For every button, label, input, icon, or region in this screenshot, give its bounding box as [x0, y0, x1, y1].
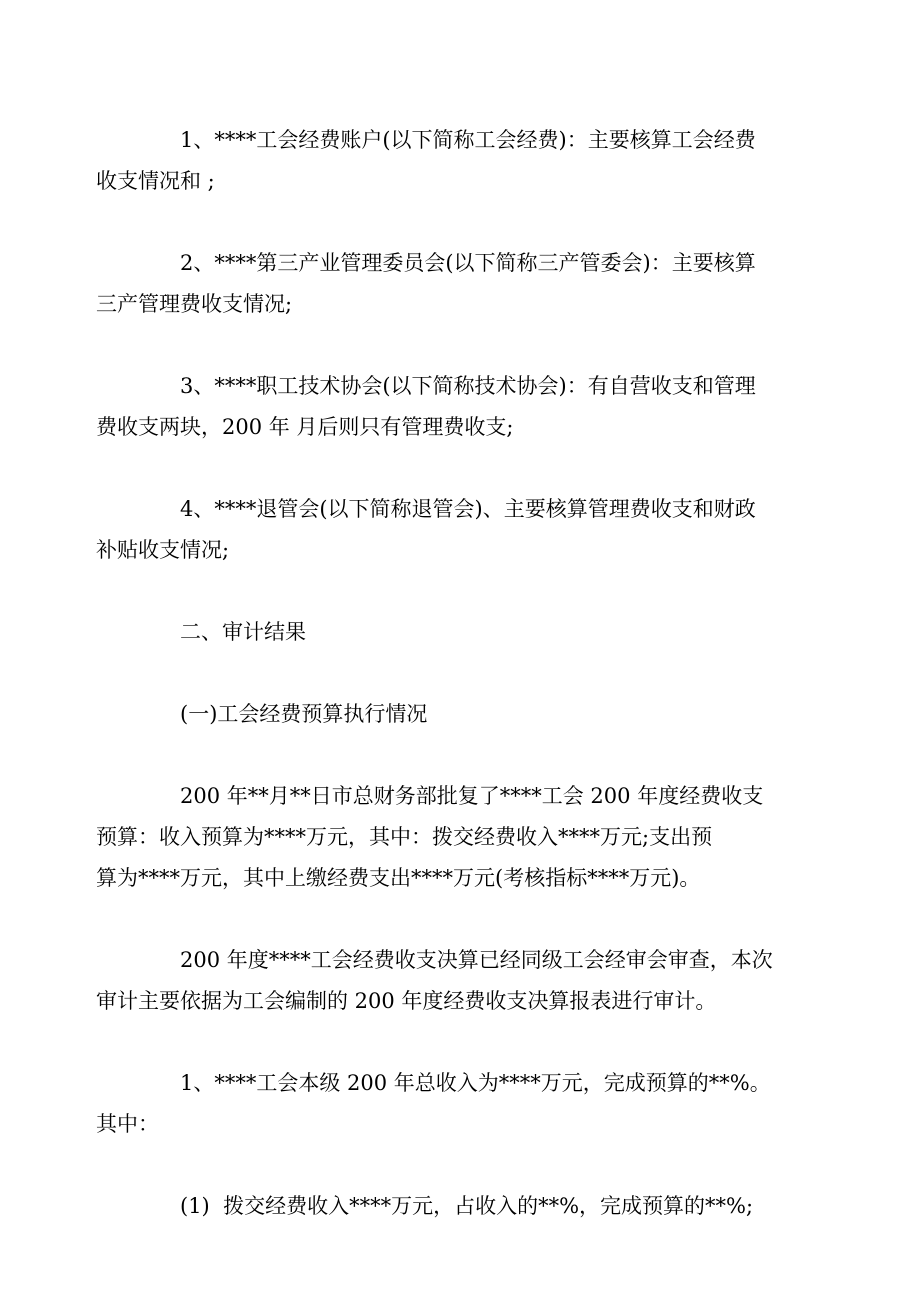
text-line: 费收支两块，200 年 月后则只有管理费收支; — [96, 415, 514, 439]
text-line: 二、审计结果 — [180, 620, 306, 644]
subsection-heading — [138, 694, 788, 735]
text-line: 审计主要依据为工会编制的 200 年度经费收支决算报表进行审计。 — [96, 989, 717, 1013]
text-line: 1、****工会经费账户(以下简称工会经费)：主要核算工会经费 — [180, 128, 756, 152]
text-line: 三产管理费收支情况; — [96, 292, 293, 316]
text-line: 算为****万元，其中上缴经费支出****万元(考核指标****万元)。 — [96, 866, 701, 890]
text-line: 补贴收支情况; — [96, 538, 230, 562]
text-line: 3、****职工技术协会(以下简称技术协会)：有自营收支和管理 — [180, 374, 756, 398]
text-line: 200 年**月**日市总财务部批复了****工会 200 年度经费收支 — [180, 784, 764, 808]
paragraph — [96, 940, 788, 1022]
text-line: (一)工会经费预算执行情况 — [180, 702, 428, 726]
text-line: 收支情况和 ; — [96, 169, 215, 193]
text-line: 2、****第三产业管理委员会(以下简称三产管委会)：主要核算 — [180, 251, 756, 275]
text-line: 其中： — [96, 1112, 159, 1136]
text-line: 4、****退管会(以下简称退管会)、主要核算管理费收支和财政 — [180, 497, 756, 521]
text-line: 200 年度****工会经费收支决算已经同级工会经审会审查，本次 — [180, 948, 773, 972]
document-body — [96, 120, 788, 1268]
paragraph — [138, 1186, 788, 1227]
section-heading — [138, 612, 788, 653]
paragraph — [96, 243, 788, 325]
paragraph — [96, 120, 788, 202]
text-line: 1、****工会本级 200 年总收入为****万元，完成预算的**%。 — [180, 1071, 771, 1095]
paragraph — [96, 366, 788, 448]
paragraph — [96, 1063, 788, 1145]
paragraph — [96, 776, 788, 899]
text-line: (1) 拨交经费收入****万元，占收入的**%，完成预算的**%; — [180, 1194, 754, 1218]
text-line: 预算：收入预算为****万元，其中：拨交经费收入****万元;支出预 — [96, 825, 713, 849]
paragraph — [96, 489, 788, 571]
